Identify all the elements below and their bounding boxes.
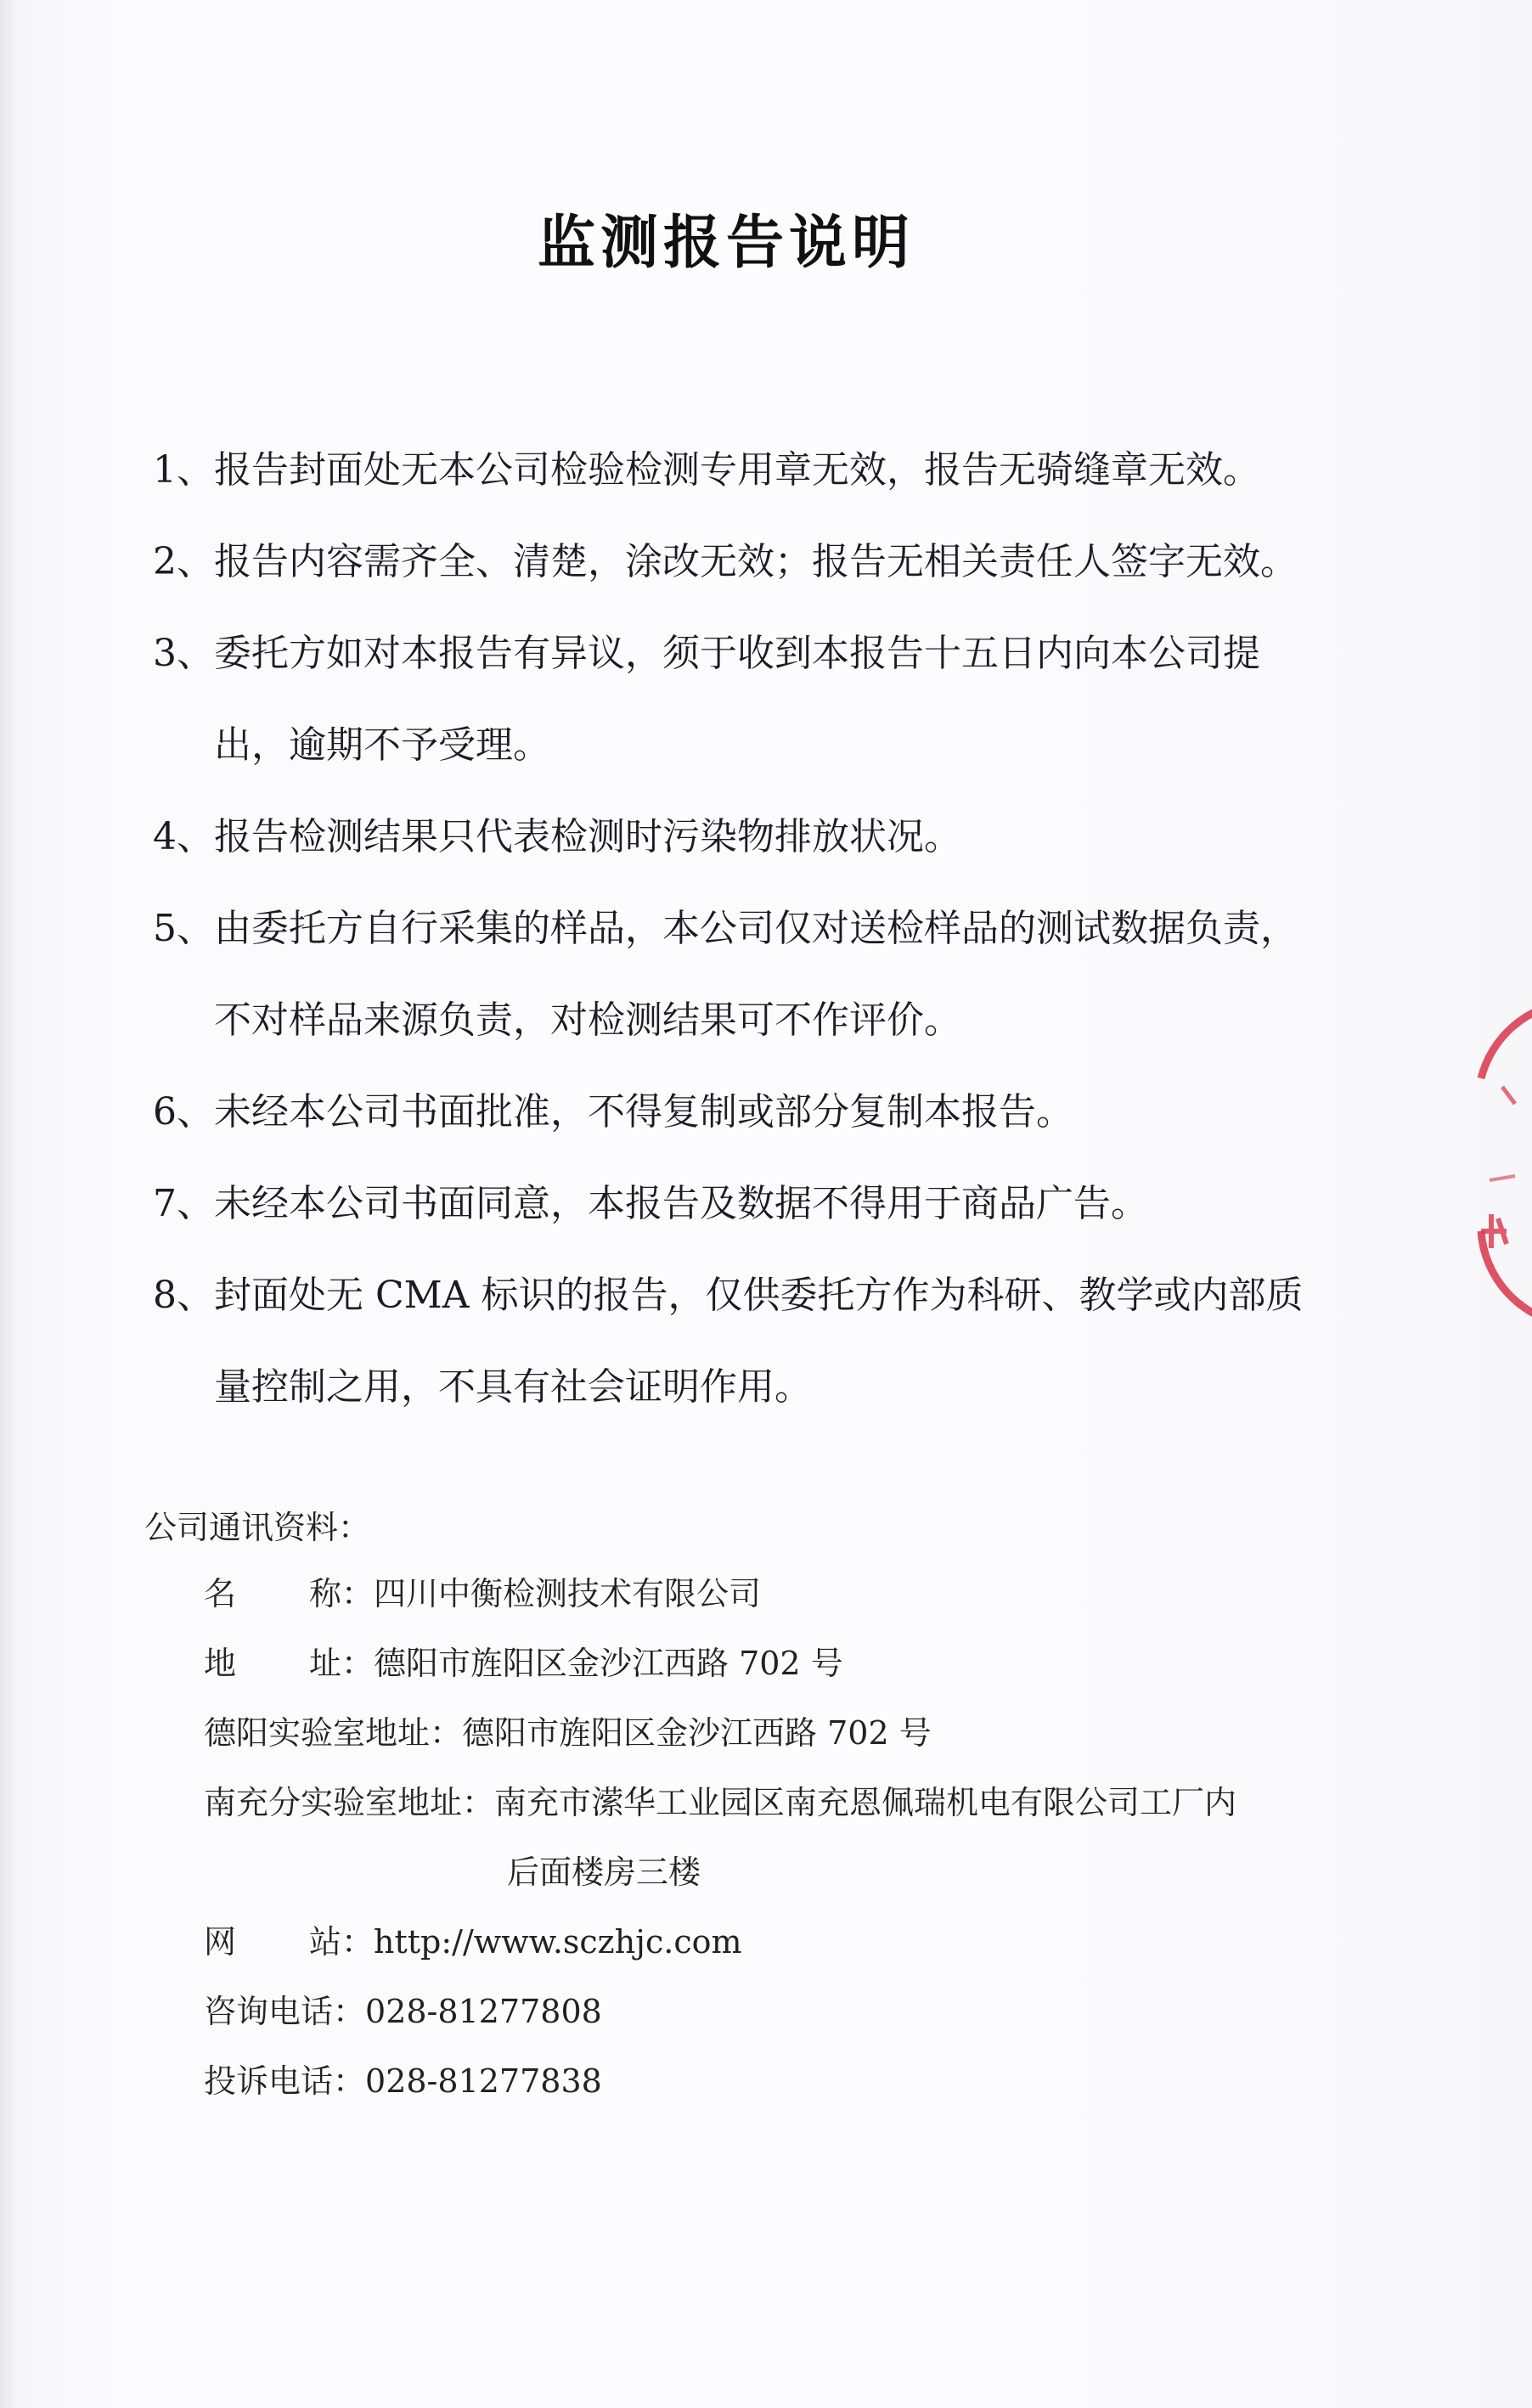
notice-item-text: 报告内容需齐全、清楚，涂改无效；报告无相关责任人签字无效。 [214, 540, 1298, 583]
notice-item-number: 4、 [153, 815, 214, 858]
contact-row-deyang-lab [204, 1698, 1350, 1768]
contact-heading: 公司通讯资料： [144, 1509, 371, 1546]
notice-item-text: 封面处无 CMA 标识的报告，仅供委托方作为科研、教学或内部质量控制之用，不具有社会证明作用。 [214, 1274, 1304, 1409]
complaint-phone-value: 028-81277838 [365, 2062, 602, 2100]
notice-item [153, 608, 1316, 791]
notice-item-number: 3、 [153, 632, 214, 675]
company-address-value: 德阳市旌阳区金沙江西路 702 号 [374, 1645, 843, 1682]
notice-item-text: 未经本公司书面批准，不得复制或部分复制本报告。 [214, 1090, 1073, 1134]
notice-item [153, 1250, 1316, 1433]
website-label: 网 站： [204, 1923, 374, 1961]
contact-address-label: 地 址： [204, 1645, 374, 1682]
notice-item [153, 516, 1316, 608]
notice-item-number: 6、 [153, 1090, 214, 1134]
contact-row-nanchong-lab-cont [204, 1837, 1350, 1907]
notice-item-text: 报告检测结果只代表检测时污染物排放状况。 [214, 815, 961, 858]
notice-item-number: 7、 [153, 1182, 214, 1225]
contact-row-name [204, 1559, 1350, 1629]
notice-item-text: 委托方如对本报告有异议，须于收到本报告十五日内向本公司提出，逾期不予受理。 [214, 632, 1260, 767]
contact-row-address [204, 1629, 1350, 1698]
notice-item-text: 报告封面处无本公司检验检测专用章无效，报告无骑缝章无效。 [214, 448, 1260, 492]
notice-item [153, 1066, 1316, 1158]
deyang-lab-label: 德阳实验室地址： [204, 1714, 463, 1752]
consult-phone-value: 028-81277808 [365, 1993, 602, 2030]
nanchong-lab-value-cont: 后面楼房三楼 [507, 1854, 701, 1891]
company-name-value: 四川中衡检测技术有限公司 [374, 1575, 762, 1612]
contact-row-consult [204, 1977, 1350, 2046]
notice-item-text: 未经本公司书面同意，本报告及数据不得用于商品广告。 [214, 1182, 1148, 1225]
notice-item-number: 8、 [153, 1274, 214, 1317]
notice-item [153, 1158, 1316, 1250]
notice-item-text: 由委托方自行采集的样品，本公司仅对送检样品的测试数据负责，不对样品来源负责，对检测结果可不作评价。 [214, 907, 1298, 1042]
contact-row-complaint [204, 2046, 1350, 2116]
notice-item-number: 2、 [153, 540, 214, 583]
website-link[interactable]: http://www.sczhjc.com [374, 1923, 742, 1961]
notice-item-number: 5、 [153, 907, 214, 950]
contact-info [204, 1559, 1350, 2116]
notice-list [153, 425, 1316, 1433]
nanchong-lab-value: 南充市潆华工业园区南充恩佩瑞机电有限公司工厂内 [494, 1784, 1237, 1821]
consult-phone-label: 咨询电话： [204, 1993, 366, 2030]
notice-item [153, 425, 1316, 516]
seam-stamp-icon [1422, 985, 1532, 1342]
contact-row-nanchong-lab [204, 1768, 1350, 1837]
page-edge-shadow [0, 0, 19, 2408]
deyang-lab-value: 德阳市旌阳区金沙江西路 702 号 [462, 1714, 932, 1752]
complaint-phone-label: 投诉电话： [204, 2062, 366, 2100]
notice-item [153, 791, 1316, 883]
nanchong-lab-label: 南充分实验室地址： [204, 1784, 495, 1821]
contact-row-website [204, 1907, 1350, 1977]
notice-item [153, 883, 1316, 1066]
contact-name-label: 名 称： [204, 1575, 374, 1612]
notice-item-number: 1、 [153, 448, 214, 492]
page-title: 监测报告说明 [537, 209, 915, 277]
